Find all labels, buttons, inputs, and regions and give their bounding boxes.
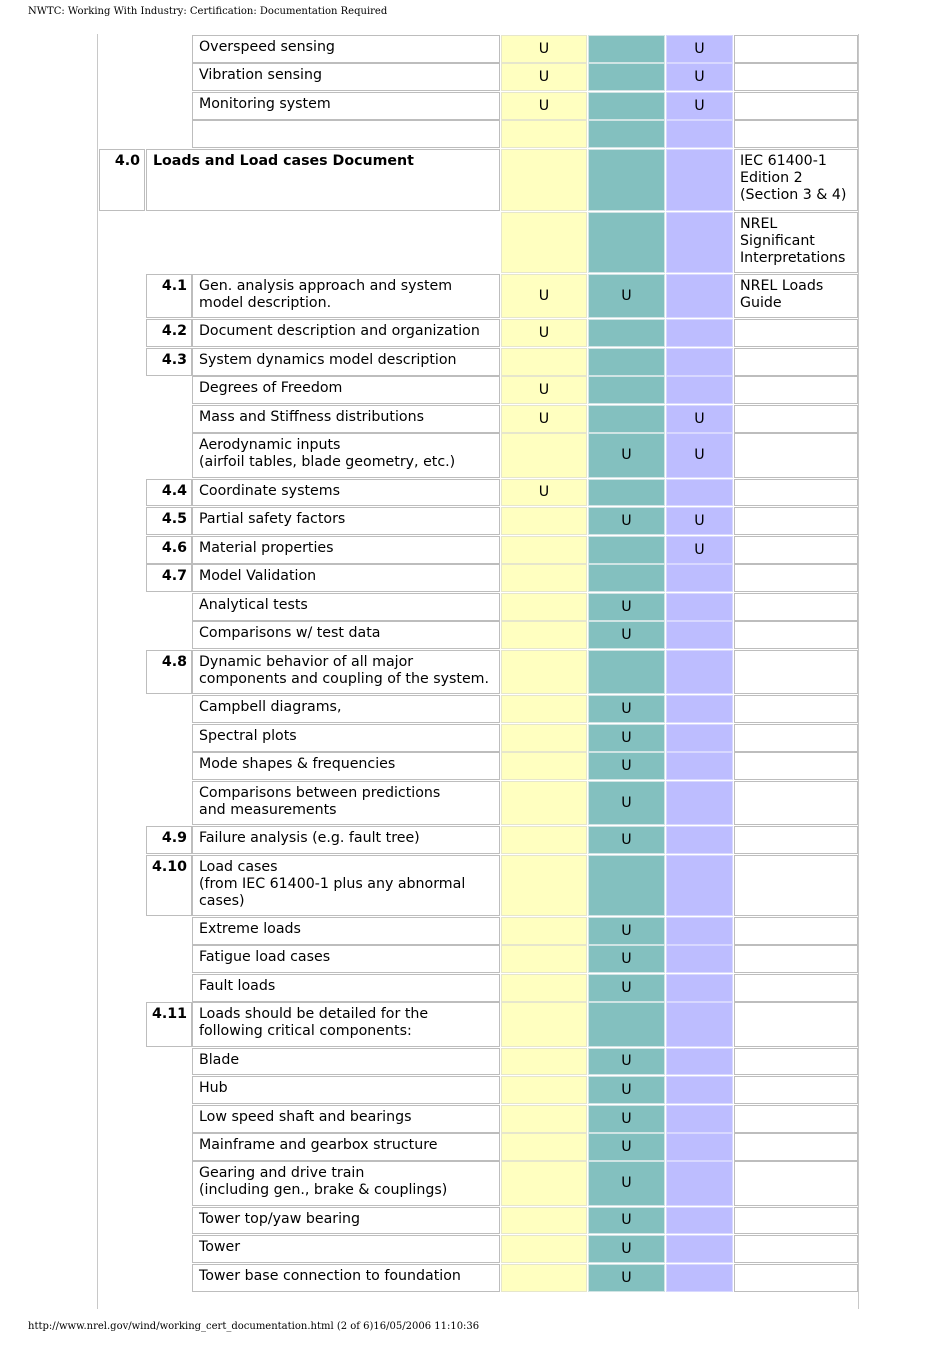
col-b-cell-value: U	[621, 626, 632, 643]
item-number: 4.6	[146, 536, 192, 564]
col-b-cell	[588, 1105, 665, 1133]
col-b-cell-value: U	[621, 447, 632, 463]
col-c-cell	[666, 621, 733, 649]
reference-cell	[734, 945, 858, 973]
col-b-cell	[588, 536, 665, 564]
col-a-cell	[501, 479, 587, 506]
col-b-cell-value: U	[621, 1053, 632, 1069]
col-a-cell	[501, 1207, 587, 1234]
col-a-cell-value: U	[538, 68, 550, 85]
col-b-cell	[588, 1264, 665, 1292]
col-b-cell	[588, 945, 665, 973]
reference-cell	[734, 1133, 858, 1161]
item-number: 4.4	[146, 479, 192, 506]
col-c-cell	[666, 479, 733, 506]
col-b-cell	[588, 1048, 665, 1075]
col-c-cell	[666, 724, 733, 752]
reference-cell: NREL Loads Guide	[734, 274, 858, 318]
reference-cell	[734, 319, 858, 347]
col-c-cell	[666, 974, 733, 1002]
item-description: Mode shapes & frequencies	[192, 752, 500, 780]
reference-cell	[734, 479, 858, 506]
col-c-cell	[666, 1133, 733, 1161]
col-c-cell	[666, 319, 733, 347]
reference-cell	[734, 1048, 858, 1075]
col-c-cell	[666, 433, 733, 478]
table-left-border	[97, 34, 98, 1309]
col-a-cell	[501, 974, 587, 1002]
col-b-cell-value: U	[621, 1240, 632, 1257]
reference-cell	[734, 405, 858, 433]
col-a-cell	[501, 1133, 587, 1161]
col-a-cell	[501, 752, 587, 780]
col-a-cell	[501, 376, 587, 404]
col-c-cell	[666, 855, 733, 916]
col-a-cell-value: U	[538, 381, 550, 398]
reference-cell	[734, 917, 858, 945]
col-a-cell	[501, 945, 587, 973]
col-b-cell-value: U	[621, 950, 632, 967]
item-description	[192, 120, 500, 148]
col-a-cell	[501, 855, 587, 916]
item-number: 4.9	[146, 826, 192, 854]
item-description: Model Validation	[192, 564, 500, 592]
col-b-cell-value: U	[621, 512, 632, 529]
col-b-cell-value: U	[621, 794, 632, 811]
col-b-cell-value: U	[621, 729, 632, 746]
col-c-cell	[666, 650, 733, 694]
item-description: Monitoring system	[192, 92, 500, 120]
item-description: Comparisons w/ test data	[192, 621, 500, 649]
item-description: Tower	[192, 1235, 500, 1263]
col-b-cell-value: U	[621, 831, 632, 848]
col-a-cell	[501, 695, 587, 723]
item-number: 4.1	[146, 274, 192, 318]
item-number: 4.7	[146, 564, 192, 592]
col-b-cell	[588, 855, 665, 916]
reference-cell	[734, 92, 858, 120]
reference-cell	[734, 1235, 858, 1263]
col-b-cell	[588, 826, 665, 854]
reference-cell	[734, 781, 858, 825]
col-a-cell	[501, 319, 587, 347]
item-description: Mainframe and gearbox structure	[192, 1133, 500, 1161]
col-c-cell	[666, 945, 733, 973]
table-right-border	[858, 34, 859, 1309]
reference-cell	[734, 855, 858, 916]
col-c-cell	[666, 917, 733, 945]
col-c-cell	[666, 781, 733, 825]
col-b-cell	[588, 752, 665, 780]
col-c-cell	[666, 376, 733, 404]
item-description: Mass and Stiffness distributions	[192, 405, 500, 433]
item-number: 4.2	[146, 319, 192, 347]
reference-cell	[734, 433, 858, 478]
col-a-cell	[501, 1076, 587, 1104]
col-a-cell-value: U	[538, 287, 550, 304]
col-b-cell-value: U	[621, 287, 632, 304]
item-description: Comparisons between predictions and measurements	[192, 781, 500, 825]
reference-cell: NREL Significant Interpretations	[734, 212, 858, 273]
section-number: 4.0	[99, 149, 145, 211]
col-a-cell	[501, 63, 587, 91]
col-b-cell-value: U	[621, 1269, 632, 1286]
item-description: Load cases (from IEC 61400-1 plus any abnormal cases)	[192, 855, 500, 916]
reference-cell	[734, 650, 858, 694]
col-b-cell-value: U	[621, 700, 632, 717]
item-description: Analytical tests	[192, 593, 500, 621]
col-a-cell	[501, 1048, 587, 1075]
item-description: Aerodynamic inputs (airfoil tables, blade geometry, etc.)	[192, 433, 500, 478]
col-a-cell	[501, 1235, 587, 1263]
col-b-cell	[588, 1207, 665, 1234]
col-c-cell	[666, 752, 733, 780]
item-description: Tower top/yaw bearing	[192, 1207, 500, 1234]
item-description: Dynamic behavior of all major components and coupling of the system.	[192, 650, 500, 694]
col-c-cell	[666, 212, 733, 273]
col-b-cell-value: U	[621, 979, 632, 996]
col-c-cell	[666, 1161, 733, 1206]
col-c-cell	[666, 63, 733, 91]
col-b-cell	[588, 1002, 665, 1047]
col-b-cell	[588, 274, 665, 318]
col-c-cell	[666, 536, 733, 564]
col-b-cell-value: U	[621, 1081, 632, 1098]
col-c-cell	[666, 92, 733, 120]
col-a-cell	[501, 826, 587, 854]
col-b-cell	[588, 1133, 665, 1161]
reference-cell	[734, 1076, 858, 1104]
col-c-cell	[666, 35, 733, 63]
col-a-cell	[501, 781, 587, 825]
col-b-cell	[588, 507, 665, 535]
col-a-cell	[501, 1002, 587, 1047]
col-b-cell	[588, 479, 665, 506]
item-description: Fault loads	[192, 974, 500, 1002]
col-a-cell	[501, 564, 587, 592]
col-a-cell	[501, 593, 587, 621]
col-a-cell	[501, 1161, 587, 1206]
col-c-cell	[666, 1264, 733, 1292]
col-c-cell-value: U	[694, 541, 705, 558]
reference-cell	[734, 536, 858, 564]
col-c-cell	[666, 564, 733, 592]
section-title: Loads and Load cases Document	[146, 149, 500, 211]
col-c-cell-value: U	[694, 68, 705, 85]
col-b-cell	[588, 63, 665, 91]
col-a-cell	[501, 621, 587, 649]
col-c-cell	[666, 1105, 733, 1133]
item-description: Low speed shaft and bearings	[192, 1105, 500, 1133]
col-a-cell	[501, 724, 587, 752]
col-a-cell	[501, 92, 587, 120]
item-description: Document description and organization	[192, 319, 500, 347]
col-b-cell	[588, 35, 665, 63]
col-b-cell	[588, 917, 665, 945]
item-number: 4.10	[146, 855, 192, 916]
item-description: Spectral plots	[192, 724, 500, 752]
col-b-cell	[588, 433, 665, 478]
col-c-cell	[666, 1002, 733, 1047]
col-b-cell-value: U	[621, 1175, 632, 1191]
col-a-cell	[501, 274, 587, 318]
col-a-cell	[501, 1105, 587, 1133]
col-c-cell	[666, 1076, 733, 1104]
col-a-cell	[501, 507, 587, 535]
item-description: Hub	[192, 1076, 500, 1104]
col-b-cell	[588, 1235, 665, 1263]
item-description: Tower base connection to foundation	[192, 1264, 500, 1292]
col-b-cell	[588, 781, 665, 825]
reference-cell	[734, 974, 858, 1002]
reference-cell	[734, 376, 858, 404]
col-c-cell-value: U	[694, 512, 705, 529]
reference-cell	[734, 826, 858, 854]
reference-cell	[734, 695, 858, 723]
item-description: Blade	[192, 1048, 500, 1075]
col-c-cell-value: U	[694, 40, 705, 57]
col-a-cell	[501, 433, 587, 478]
col-b-cell	[588, 1076, 665, 1104]
item-description: System dynamics model description	[192, 348, 500, 376]
item-number: 4.8	[146, 650, 192, 694]
col-b-cell	[588, 564, 665, 592]
item-description: Campbell diagrams,	[192, 695, 500, 723]
col-b-cell-value: U	[621, 922, 632, 939]
item-description: Extreme loads	[192, 917, 500, 945]
item-description: Overspeed sensing	[192, 35, 500, 63]
reference-cell	[734, 724, 858, 752]
reference-cell	[734, 507, 858, 535]
page-footer: http://www.nrel.gov/wind/working_cert_documentation.html (2 of 6)16/05/2006 11:10:36	[28, 1321, 480, 1332]
item-description: Gearing and drive train (including gen., brake & couplings)	[192, 1161, 500, 1206]
col-b-cell	[588, 348, 665, 376]
item-description: Failure analysis (e.g. fault tree)	[192, 826, 500, 854]
col-b-cell	[588, 650, 665, 694]
col-b-cell	[588, 593, 665, 621]
col-c-cell	[666, 826, 733, 854]
reference-cell	[734, 120, 858, 148]
col-c-cell	[666, 149, 733, 211]
item-description: Gen. analysis approach and system model description.	[192, 274, 500, 318]
col-a-cell-value: U	[538, 40, 550, 57]
col-c-cell	[666, 593, 733, 621]
col-b-cell-value: U	[621, 1138, 632, 1155]
col-c-cell	[666, 507, 733, 535]
col-a-cell-value: U	[538, 410, 550, 427]
col-b-cell	[588, 405, 665, 433]
col-b-cell	[588, 120, 665, 148]
col-b-cell	[588, 724, 665, 752]
reference-cell: IEC 61400-1 Edition 2 (Section 3 & 4)	[734, 149, 858, 211]
page-header: NWTC: Working With Industry: Certification: Documentation Required	[28, 6, 388, 17]
col-a-cell	[501, 348, 587, 376]
item-description: Material properties	[192, 536, 500, 564]
col-c-cell-value: U	[694, 447, 705, 463]
col-b-cell	[588, 974, 665, 1002]
col-b-cell	[588, 212, 665, 273]
col-b-cell	[588, 621, 665, 649]
col-b-cell	[588, 695, 665, 723]
col-b-cell-value: U	[621, 1212, 632, 1228]
reference-cell	[734, 1105, 858, 1133]
col-b-cell-value: U	[621, 1110, 632, 1127]
item-number: 4.11	[146, 1002, 192, 1047]
col-c-cell	[666, 348, 733, 376]
item-description: Coordinate systems	[192, 479, 500, 506]
item-description: Loads should be detailed for the following critical components:	[192, 1002, 500, 1047]
reference-cell	[734, 621, 858, 649]
col-a-cell	[501, 405, 587, 433]
col-a-cell	[501, 536, 587, 564]
col-a-cell-value: U	[538, 324, 550, 341]
col-b-cell	[588, 92, 665, 120]
reference-cell	[734, 35, 858, 63]
item-number: 4.3	[146, 348, 192, 376]
col-c-cell	[666, 405, 733, 433]
reference-cell	[734, 564, 858, 592]
col-b-cell	[588, 376, 665, 404]
col-c-cell-value: U	[694, 97, 705, 114]
item-description: Fatigue load cases	[192, 945, 500, 973]
col-c-cell	[666, 1207, 733, 1234]
reference-cell	[734, 752, 858, 780]
col-c-cell-value: U	[694, 410, 705, 427]
reference-cell	[734, 1161, 858, 1206]
col-c-cell	[666, 1048, 733, 1075]
reference-cell	[734, 593, 858, 621]
reference-cell	[734, 1264, 858, 1292]
col-a-cell	[501, 35, 587, 63]
col-b-cell	[588, 1161, 665, 1206]
col-a-cell-value: U	[538, 484, 550, 500]
col-b-cell-value: U	[621, 598, 632, 615]
col-c-cell	[666, 1235, 733, 1263]
item-number: 4.5	[146, 507, 192, 535]
item-description: Partial safety factors	[192, 507, 500, 535]
col-a-cell	[501, 149, 587, 211]
col-b-cell	[588, 149, 665, 211]
col-a-cell	[501, 650, 587, 694]
col-a-cell	[501, 1264, 587, 1292]
item-description: Vibration sensing	[192, 63, 500, 91]
reference-cell	[734, 1002, 858, 1047]
col-c-cell	[666, 695, 733, 723]
col-a-cell-value: U	[538, 97, 550, 114]
reference-cell	[734, 63, 858, 91]
col-a-cell	[501, 917, 587, 945]
col-a-cell	[501, 212, 587, 273]
col-c-cell	[666, 274, 733, 318]
col-b-cell	[588, 319, 665, 347]
col-b-cell-value: U	[621, 757, 632, 774]
col-c-cell	[666, 120, 733, 148]
item-description: Degrees of Freedom	[192, 376, 500, 404]
reference-cell	[734, 348, 858, 376]
reference-cell	[734, 1207, 858, 1234]
col-a-cell	[501, 120, 587, 148]
